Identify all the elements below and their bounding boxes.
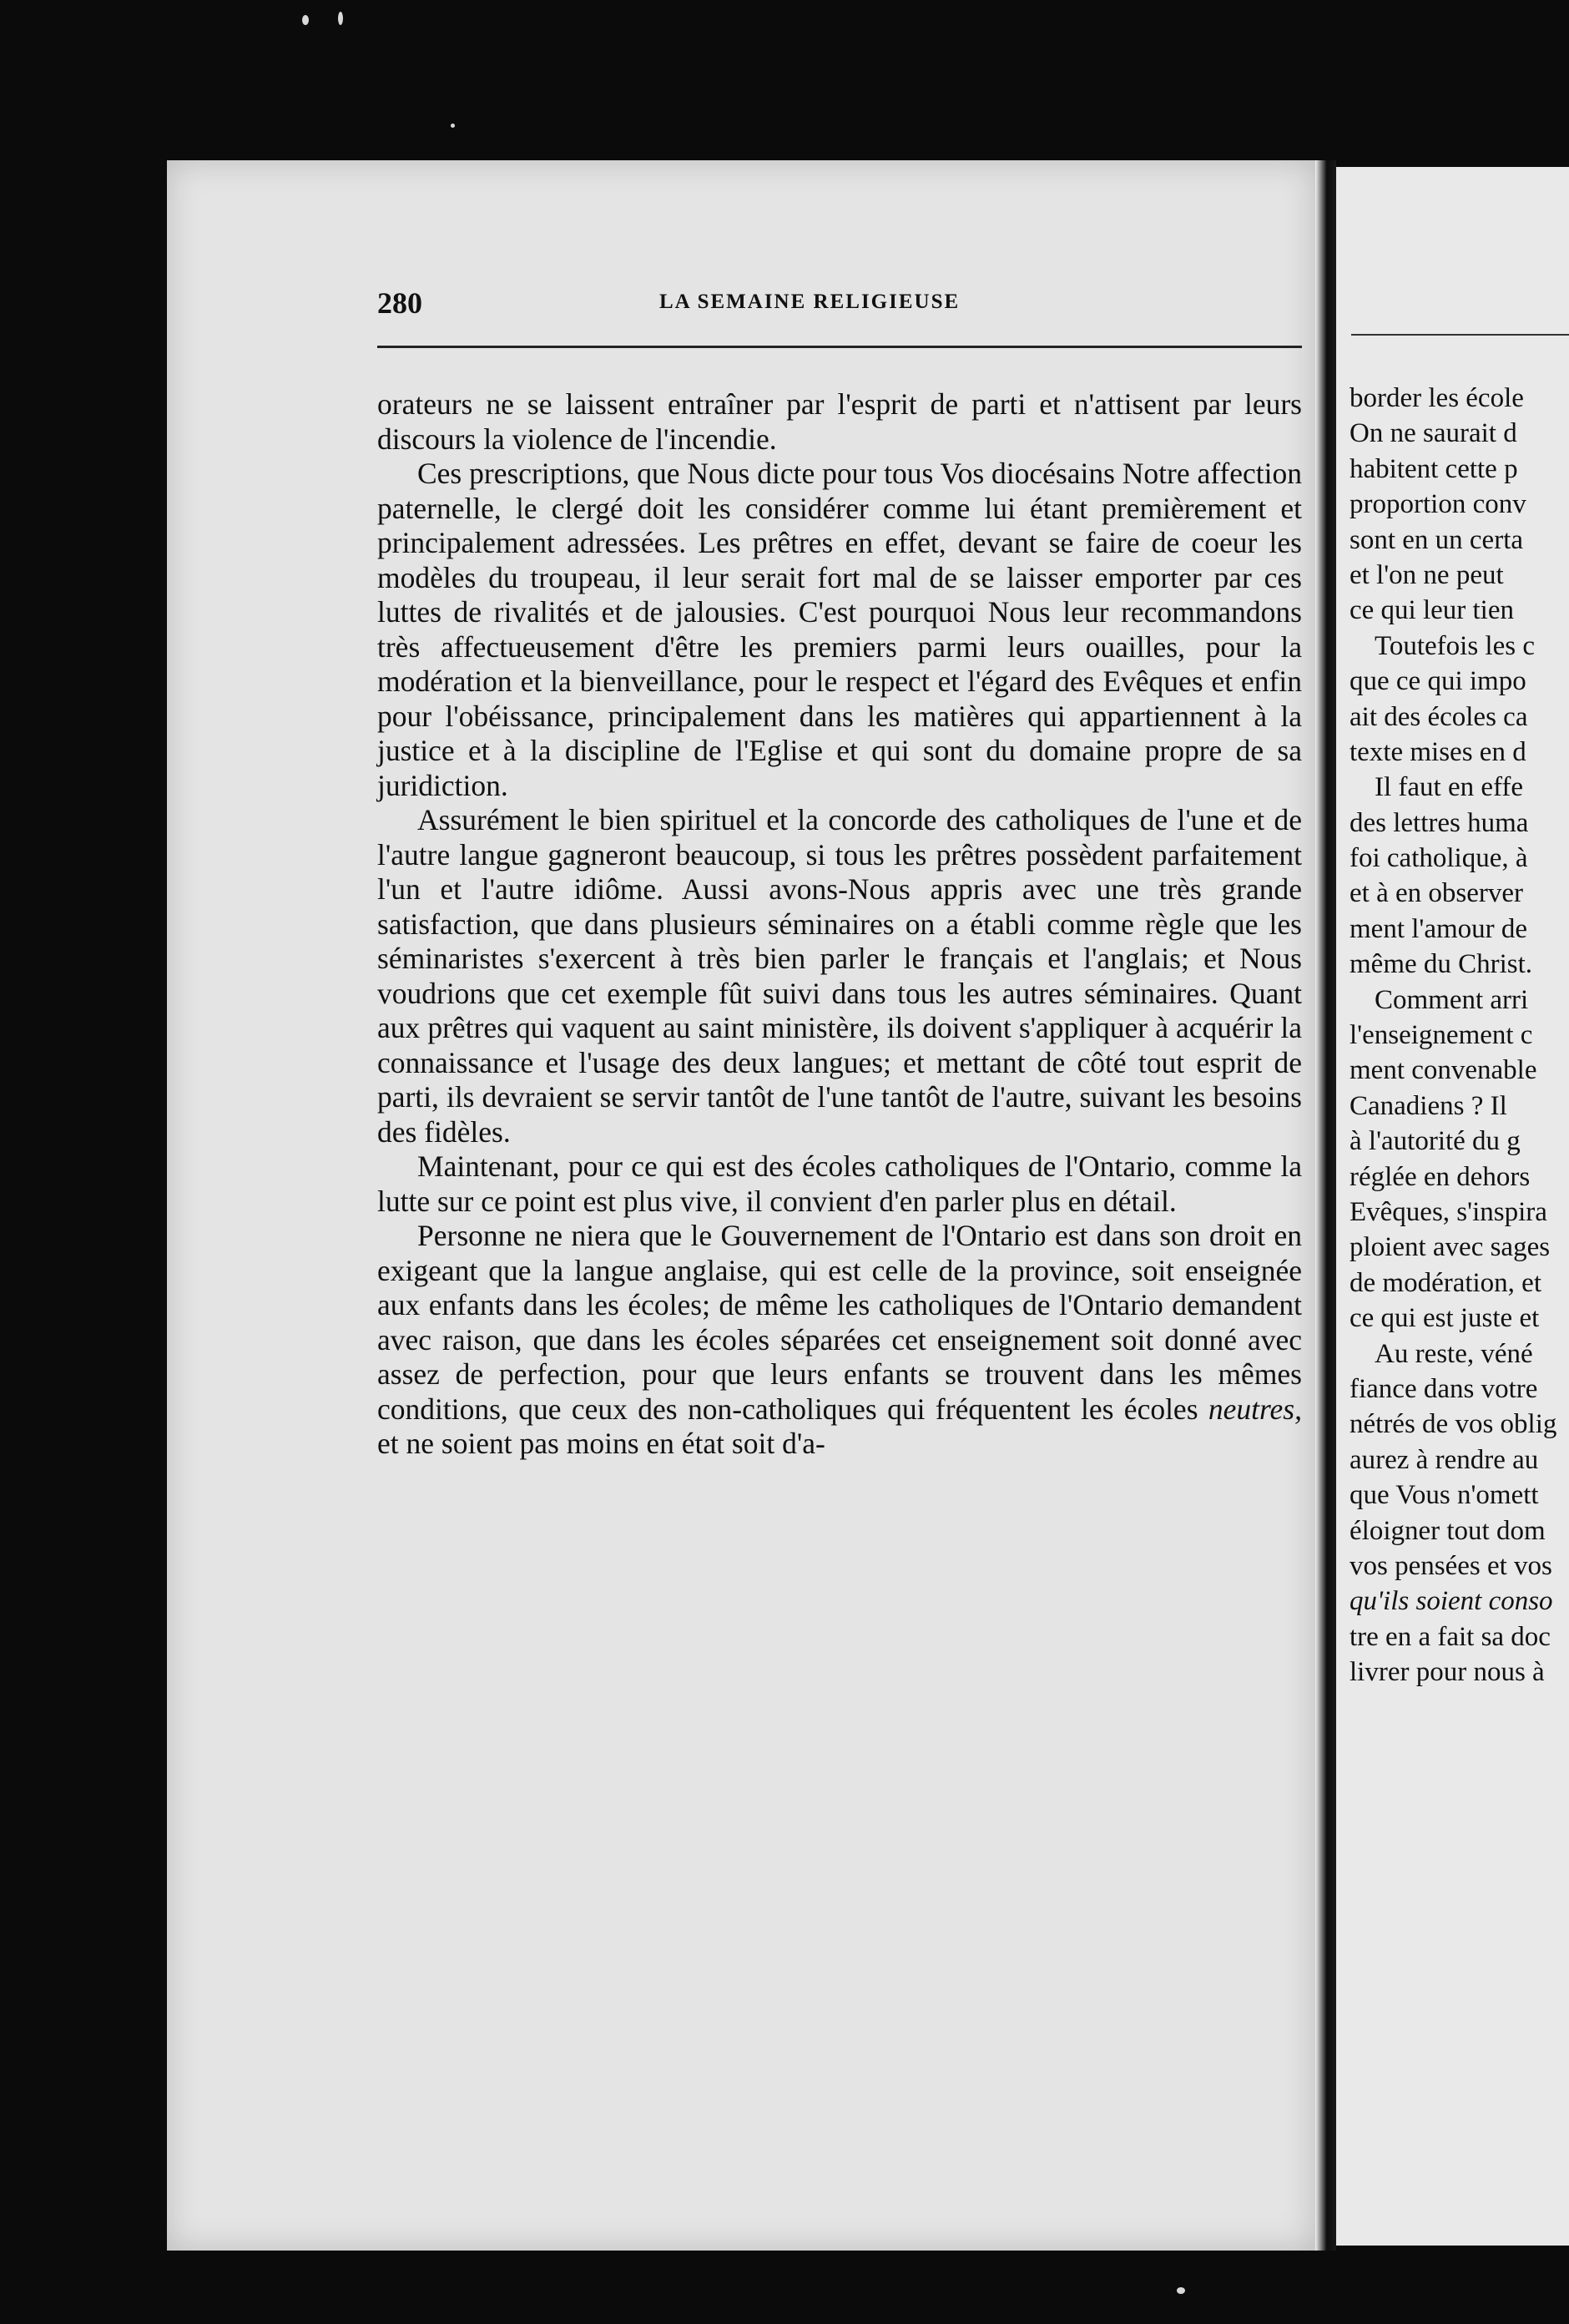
right-line: border les école: [1350, 383, 1524, 413]
right-line: foi catholique, à: [1350, 843, 1528, 874]
right-line: ce qui est juste et: [1350, 1303, 1540, 1334]
right-line: nétrés de vos oblig: [1350, 1409, 1557, 1440]
right-line: habitent cette p: [1350, 453, 1518, 484]
paragraph: Maintenant, pour ce qui est des écoles catholiques de l'Ontario, comme la lutte sur ce point est plus vive, il convient d'en parler plus en détail.: [377, 1149, 1302, 1218]
right-line: ment convenable: [1350, 1055, 1537, 1086]
right-page-header-rule: [1351, 334, 1569, 336]
right-line: que ce qui impo: [1350, 666, 1526, 697]
right-line: éloigner tout dom: [1350, 1515, 1546, 1546]
right-line: Toutefois les c: [1375, 630, 1535, 661]
right-line: que Vous n'omett: [1350, 1480, 1539, 1511]
right-line: aurez à rendre au: [1350, 1444, 1539, 1475]
right-line: ploient avec sages: [1350, 1232, 1551, 1263]
left-page-body: [377, 387, 1302, 1462]
right-line: ce qui leur tien: [1350, 595, 1515, 626]
running-title: LA SEMAINE RELIGIEUSE: [659, 290, 961, 313]
right-line: sont en un certa: [1350, 524, 1524, 555]
paragraph-text-end: et ne soient pas moins en état soit d'a-: [377, 1427, 825, 1460]
right-line: Evêques, s'inspira: [1350, 1196, 1547, 1227]
right-line: ment l'amour de: [1350, 913, 1528, 944]
paragraph: orateurs ne se laissent entraîner par l'esprit de parti et n'attisent par leurs discours la violence de l'incendie.: [377, 387, 1302, 456]
right-line: Au reste, véné: [1375, 1338, 1533, 1369]
right-line: tre en a fait sa doc: [1350, 1621, 1551, 1652]
right-line: texte mises en d: [1350, 736, 1526, 767]
scan-speck: [1177, 2287, 1185, 2294]
scan-speck: [338, 12, 343, 25]
right-line: Comment arri: [1375, 984, 1529, 1015]
right-line: Il faut en effe: [1375, 772, 1524, 803]
paragraph: Assurément le bien spirituel et la concorde des catholiques de l'une et de l'autre langue gagneront beaucoup, si tous les prêtres possèdent parfaitement l'un et l'autre idiôme. Aussi avons-Nous appris avec une très grande satisfaction, que dans plusieurs séminaires on a établi comme règle que les séminaristes s'exercent à très bien parler le français et l'anglais; et Nous voudrions que cet exemple fût suivi dans tous les autres séminaires. Quant aux prêtres qui vaquent au saint ministère, ils doivent s'appliquer à acquérir la connaissance et l'usage des deux langues; et mettant de côté tout esprit de parti, ils devraient se servir tantôt de l'une tantôt de l'autre, suivant les besoins des fidèles.: [377, 803, 1302, 1149]
right-page: [1336, 167, 1569, 2246]
right-line: et à en observer: [1350, 878, 1523, 909]
right-line: proportion conv: [1350, 489, 1526, 520]
book-gutter: [1315, 160, 1336, 2251]
right-line: Canadiens ? Il: [1350, 1090, 1507, 1121]
paragraph: Ces prescriptions, que Nous dicte pour tous Vos diocésains Notre affection paternelle, le clergé doit les considérer comme lui étant premièrement et principalement adressées. Les prêtres en effet, devant se faire de coeur les modèles du troupeau, il leur serait fort mal de se laisser emporter par ces luttes de rivalités et de jalousies. C'est pourquoi Nous leur recommandons très affectueusement d'être les premiers parmi leurs ouailles, pour la modération et la bienveillance, pour le respect et l'égard des Evêques et enfin pour l'obéissance, principalement dans les matières qui appartiennent à la justice et à la discipline de l'Eglise et qui sont du domaine propre de sa juridiction.: [377, 457, 1302, 802]
right-line: livrer pour nous à: [1350, 1657, 1545, 1688]
right-line: ait des écoles ca: [1350, 701, 1528, 732]
right-page-text: [1350, 381, 1569, 1690]
right-line: vos pensées et vos: [1350, 1550, 1552, 1581]
right-line: et l'on ne peut: [1350, 559, 1504, 590]
right-line: qu'ils soient conso: [1350, 1586, 1553, 1617]
right-line: réglée en dehors: [1350, 1161, 1531, 1192]
scan-speck: [451, 124, 455, 128]
paragraph: [377, 1219, 1302, 1462]
right-line: même du Christ.: [1350, 949, 1533, 980]
right-line: On ne saurait d: [1350, 418, 1517, 449]
paragraph-text: Personne ne niera que le Gouvernement de l'Ontario est dans son droit en exigeant que la langue anglaise, qui est celle de la province, soit enseignée aux enfants dans les écoles; de même les catholiques de l'Ontario demandent avec raison, que dans les écoles séparées cet enseignement soit donné avec assez de perfection, pour que leurs enfants se trouvent dans les mêmes conditions, que ceux des non-catholiques qui fréquentent les écoles: [377, 1219, 1302, 1426]
right-line: à l'autorité du g: [1350, 1126, 1521, 1157]
running-head: [377, 285, 1212, 336]
right-line: fiance dans votre: [1350, 1373, 1538, 1404]
emphasis-neutres: neutres,: [1208, 1392, 1302, 1426]
page-number: 280: [377, 286, 422, 320]
right-line: de modération, et: [1350, 1267, 1542, 1298]
header-rule: [377, 346, 1302, 348]
right-line: l'enseignement c: [1350, 1020, 1533, 1051]
right-line: des lettres huma: [1350, 807, 1529, 838]
scan-speck: [302, 15, 309, 25]
